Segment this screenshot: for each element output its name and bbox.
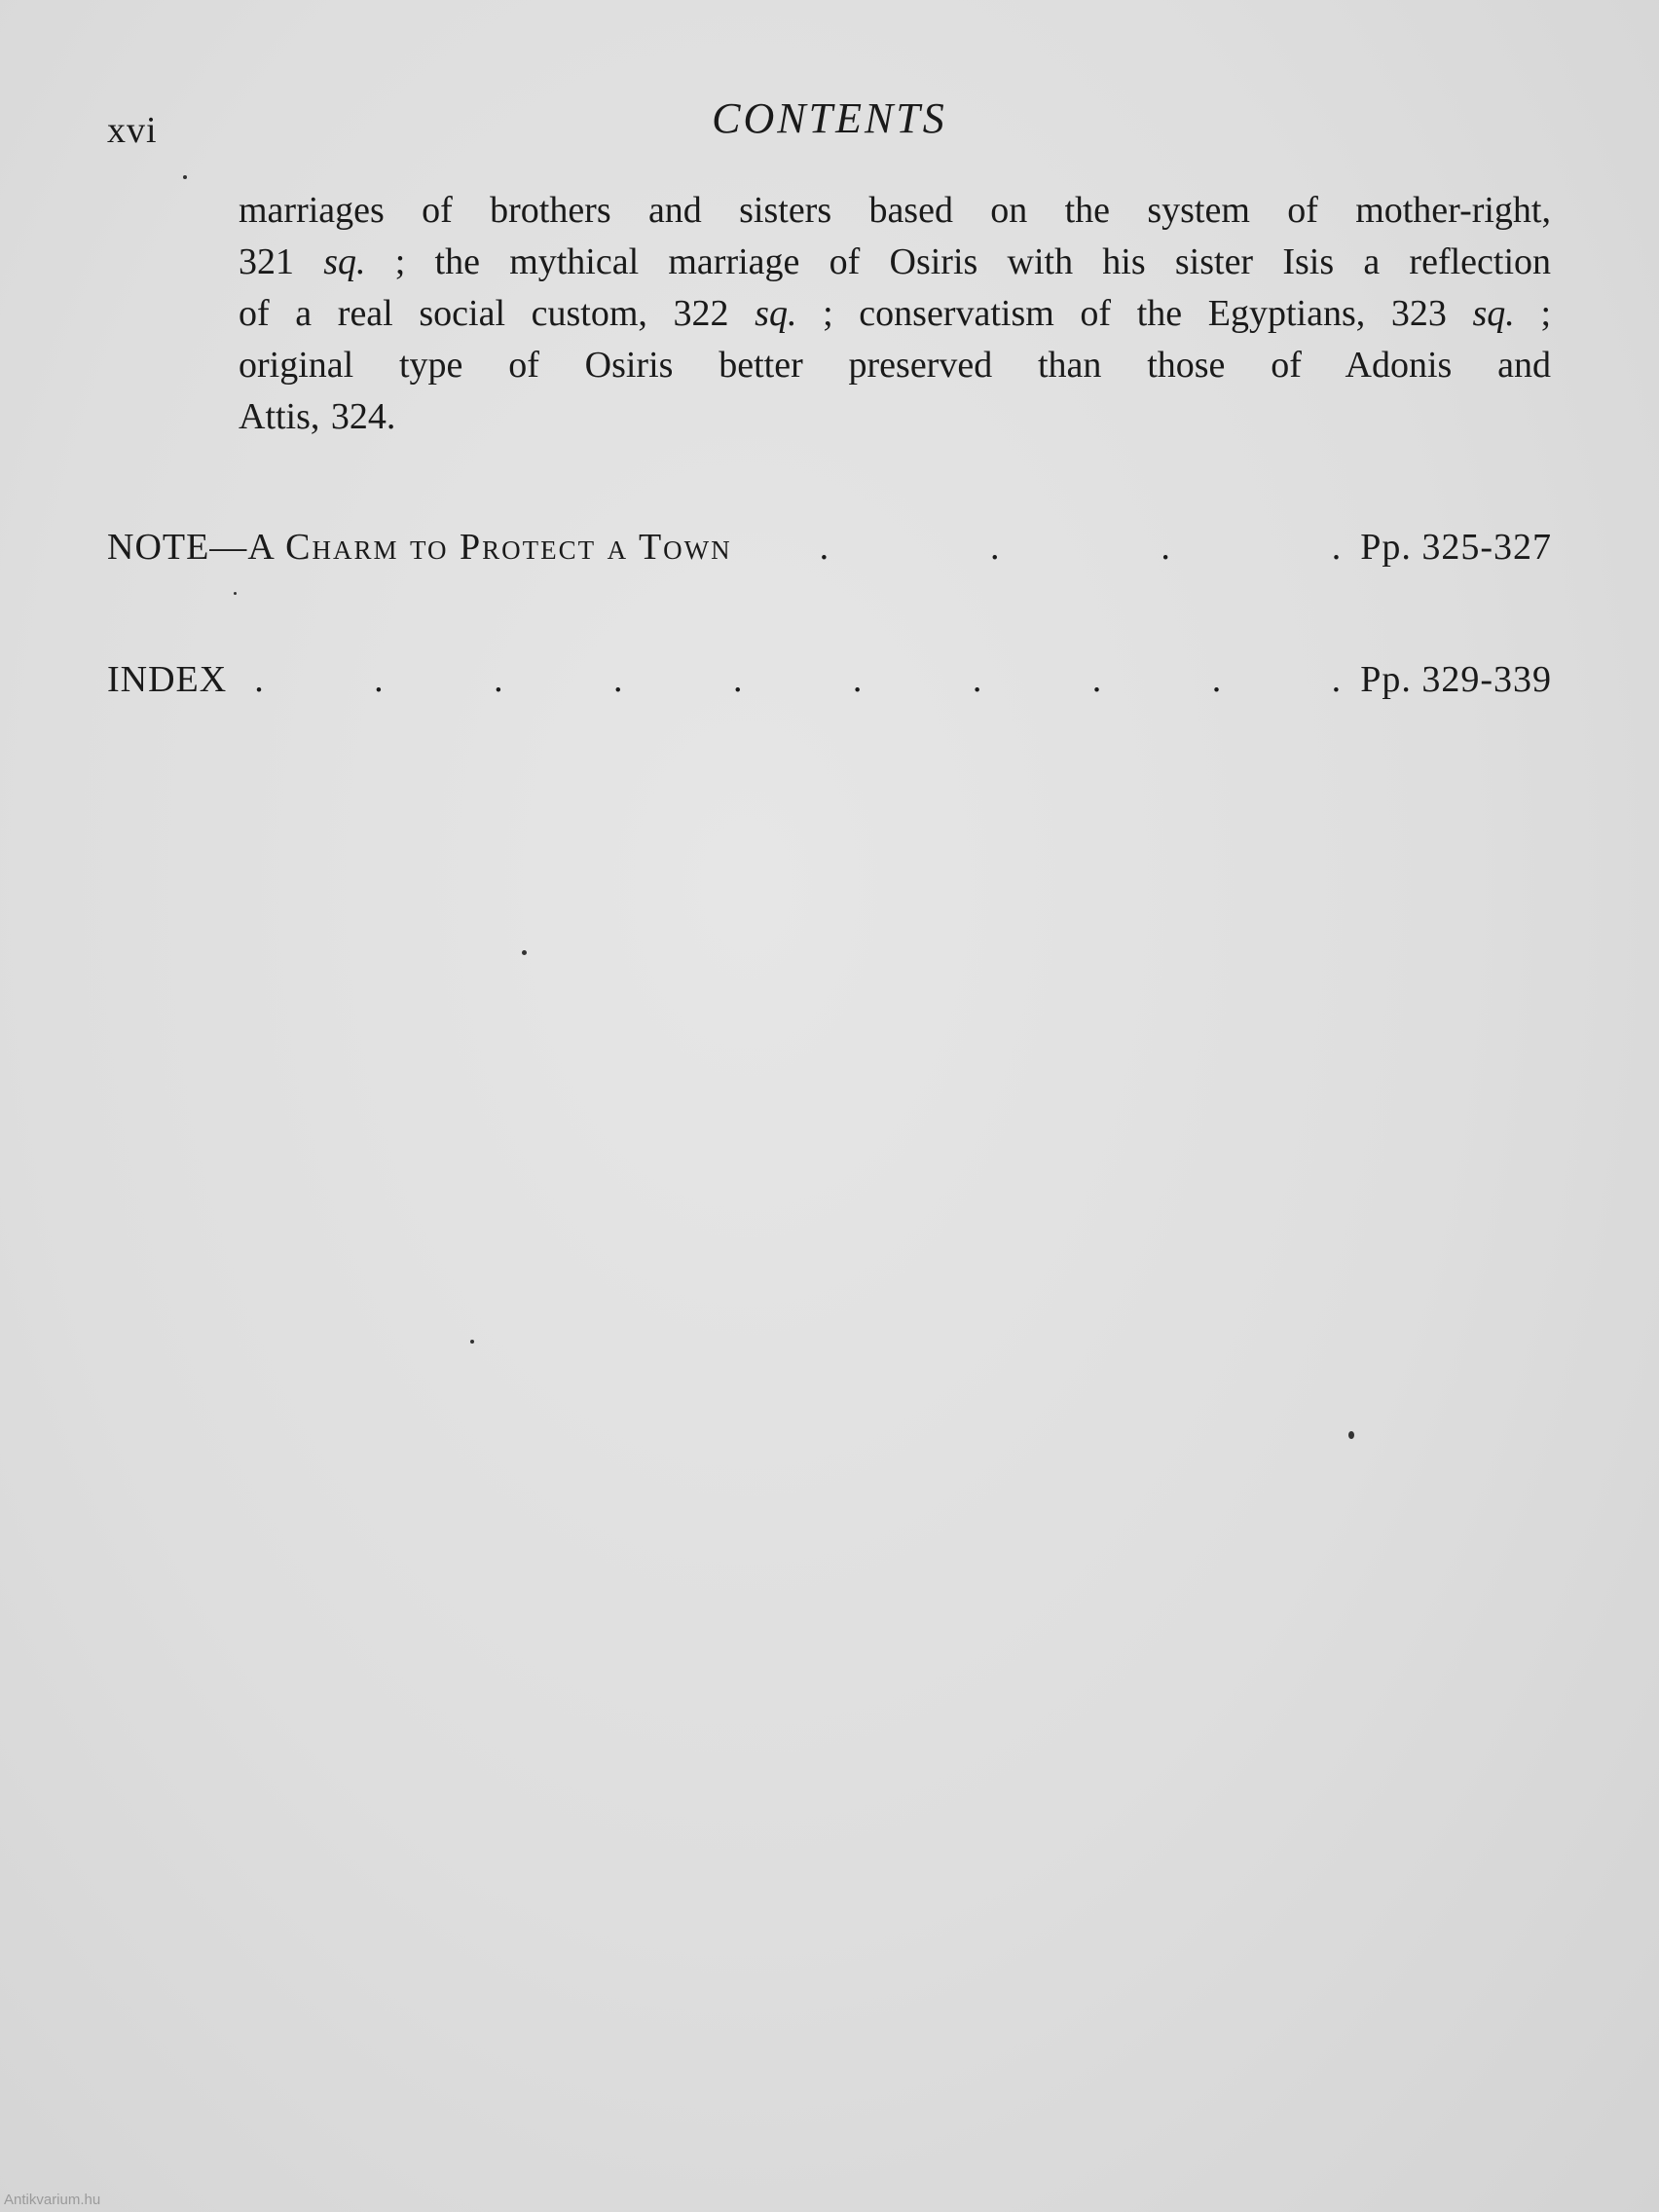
paper-speck (234, 592, 237, 595)
paper-speck (470, 1340, 474, 1344)
dot-leader: . . . . (819, 527, 1342, 568)
watermark: Antikvarium.hu (4, 2192, 101, 2208)
toc-entry-pages: Pp. 325-327 (1360, 527, 1552, 568)
paragraph-line: marriages of brothers and sisters based on the system of mother-right, (239, 190, 1551, 231)
paper-speck (183, 175, 187, 179)
running-head: CONTENTS (712, 94, 947, 142)
contents-paragraph (239, 185, 1551, 443)
toc-entry-pages: Pp. 329-339 (1360, 659, 1552, 700)
paragraph-line: Attis, 324. (239, 396, 396, 437)
paper-speck (1348, 1431, 1354, 1439)
paragraph-line: original type of Osiris better preserved than those of Adonis and (239, 345, 1551, 386)
toc-entry-title: INDEX (107, 659, 228, 700)
page-number: xvi (107, 110, 158, 151)
toc-entry-index (107, 658, 1552, 701)
dot-leader: . . . . . . . . . . (254, 659, 1342, 700)
paragraph-line: 321 sq. ; the mythical marriage of Osiris with his sister Isis a reflection (239, 241, 1552, 282)
toc-entry-note (107, 526, 1552, 569)
toc-entry-title: NOTE—A Charm to Protect a Town (107, 527, 732, 568)
paragraph-line: of a real social custom, 322 sq. ; conservatism of the Egyptians, 323 sq. ; (239, 293, 1552, 334)
paper-speck (522, 950, 527, 955)
